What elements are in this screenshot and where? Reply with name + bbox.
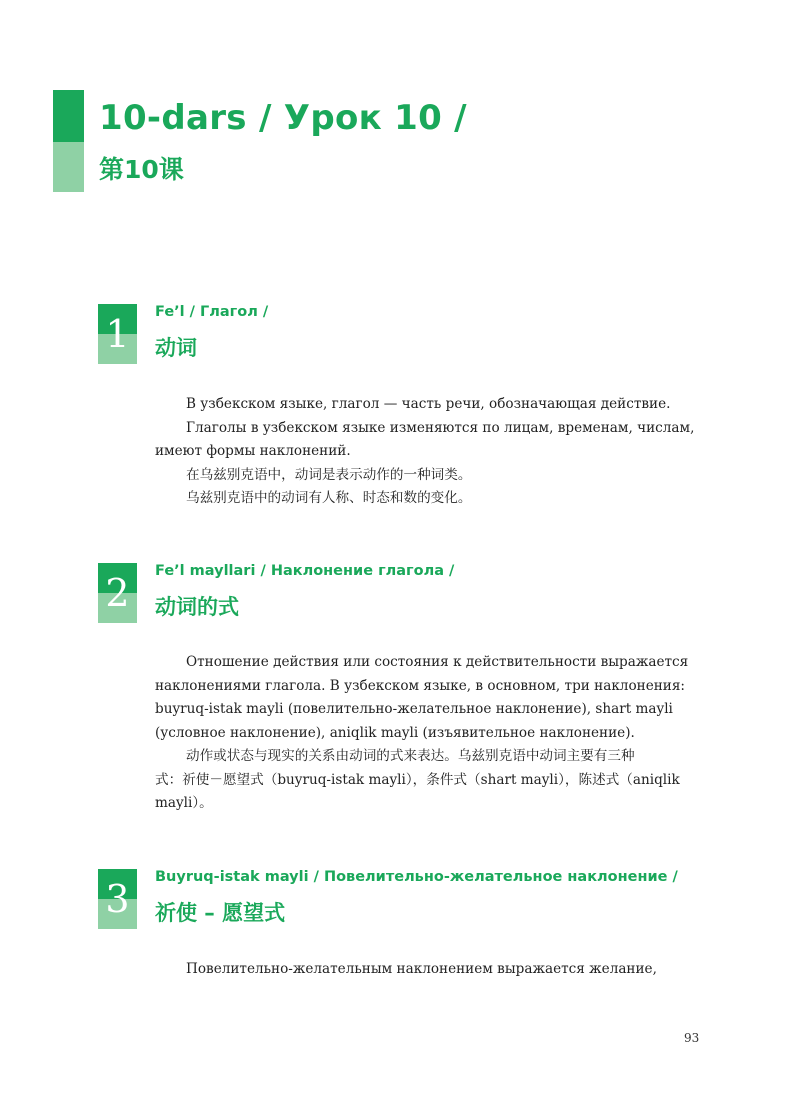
- body-line: 式：祈使－愿望式（buyruq-istak mayli），条件式（shart mayli），陈述式（aniqlik: [155, 771, 680, 788]
- section-subtitle: 动词的式: [155, 595, 239, 619]
- section-1-body: [155, 393, 708, 511]
- section-number: 2: [105, 571, 130, 615]
- section-number: 3: [105, 877, 130, 921]
- body-line: Повелительно-желательным наклонением выражается желание,: [186, 961, 657, 977]
- body-line: наклонениями глагола. В узбекском языке, в основном, три наклонения:: [155, 677, 686, 694]
- section-2-body: [155, 651, 708, 816]
- title-accent-bar: [53, 90, 84, 142]
- lesson-subtitle: 第10课: [99, 155, 184, 184]
- subtitle-accent-bar: [53, 142, 84, 192]
- page-number: 93: [684, 1031, 700, 1045]
- section-number: 1: [105, 312, 130, 356]
- section-subtitle: 祈使 – 愿望式: [155, 901, 286, 925]
- body-line: имеют формы наклонений.: [155, 443, 351, 459]
- body-line: 在乌兹别克语中，动词是表示动作的一种词类。: [186, 466, 472, 483]
- body-line: 动作或状态与现实的关系由动词的式来表达。乌兹别克语中动词主要有三种: [186, 748, 635, 764]
- body-line: В узбекском языке, глагол — часть речи, обозначающая действие.: [186, 396, 671, 412]
- section-number-badge: [98, 869, 137, 929]
- body-line: mayli）。: [155, 795, 213, 811]
- section-title: Fe’l / Глагол /: [155, 304, 269, 320]
- body-line: Отношение действия или состояния к действительности выражается: [186, 654, 689, 670]
- section-number-badge: [98, 304, 137, 364]
- section-title: Fe’l mayllari / Наклонение глагола /: [155, 563, 455, 579]
- body-line: Глаголы в узбекском языке изменяются по лицам, временам, числам,: [186, 419, 695, 436]
- section-3-body: [155, 958, 708, 982]
- body-line: (условное наклонение), aniqlik mayli (изъявительное наклонение).: [155, 724, 635, 741]
- section-subtitle: 动词: [155, 336, 197, 360]
- section-number-badge: [98, 563, 137, 623]
- section-title: Buyruq-istak mayli / Повелительно-желательное наклонение /: [155, 869, 678, 885]
- lesson-title: 10-dars / Урок 10 /: [99, 98, 467, 138]
- body-line: 乌兹别克语中的动词有人称、时态和数的变化。: [186, 490, 472, 506]
- body-line: buyruq-istak mayli (повелительно-желательное наклонение), shart mayli: [155, 701, 673, 717]
